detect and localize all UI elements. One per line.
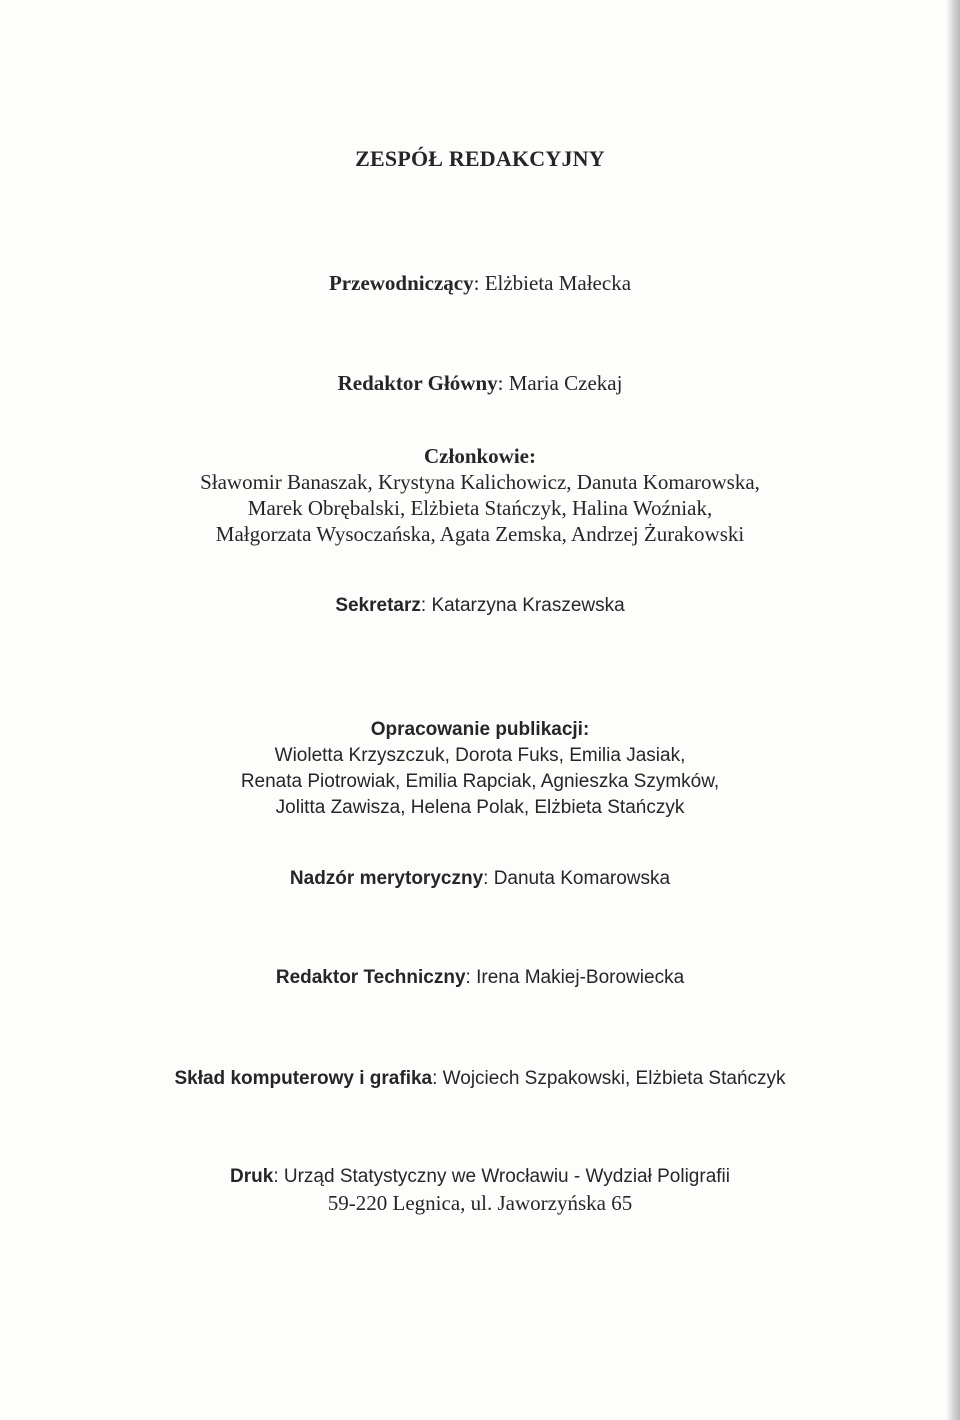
members-label: Członkowie xyxy=(424,444,529,468)
printing-row xyxy=(0,1164,960,1190)
editor-in-chief-name: Maria Czekaj xyxy=(508,371,623,395)
supervision-name: Danuta Komarowska xyxy=(493,868,671,889)
members-heading xyxy=(0,443,960,469)
colon: : xyxy=(483,868,494,889)
secretary-name: Katarzyna Kraszewska xyxy=(431,595,625,616)
preparation-label: Opracowanie publikacji xyxy=(370,719,583,740)
colon: : xyxy=(420,595,432,616)
typesetting-label: Skład komputerowy i grafika xyxy=(174,1068,433,1089)
printing-address: 59-220 Legnica, ul. Jaworzyńska 65 xyxy=(327,1191,633,1215)
technical-editor-label: Redaktor Techniczny xyxy=(275,967,466,988)
typesetting-row xyxy=(0,1066,960,1092)
preparation-heading xyxy=(0,717,960,743)
technical-editor-name: Irena Makiej-Borowiecka xyxy=(476,967,685,988)
members-line-2: Marek Obrębalski, Elżbieta Stańczyk, Halina Woźniak, xyxy=(247,496,713,520)
page-title: ZESPÓŁ REDAKCYJNY xyxy=(355,146,605,171)
preparation-line-3: Jolitta Zawisza, Helena Polak, Elżbieta Stańczyk xyxy=(275,797,685,818)
editor-in-chief-row xyxy=(0,370,960,396)
colon: : xyxy=(473,271,485,295)
colon: : xyxy=(529,444,536,468)
colon: : xyxy=(273,1166,284,1187)
secretary-row xyxy=(0,593,960,619)
colon: : xyxy=(582,719,590,740)
printing-label: Druk xyxy=(230,1166,274,1187)
scan-edge-shadow xyxy=(946,0,960,1420)
editor-in-chief-label: Redaktor Główny xyxy=(337,371,498,395)
colon: : xyxy=(497,371,509,395)
technical-editor-row xyxy=(0,965,960,991)
preparation-line-1: Wioletta Krzyszczuk, Dorota Fuks, Emilia Jasiak, xyxy=(274,745,686,766)
preparation-line-2: Renata Piotrowiak, Emilia Rapciak, Agnieszka Szymków, xyxy=(240,771,720,792)
chair-label: Przewodniczący xyxy=(328,271,474,295)
supervision-label: Nadzór merytoryczny xyxy=(289,868,484,889)
members-line-1: Sławomir Banaszak, Krystyna Kalichowicz, Danuta Komarowska, xyxy=(200,470,760,494)
colon: : xyxy=(432,1068,443,1089)
supervision-row xyxy=(0,866,960,892)
typesetting-names: Wojciech Szpakowski, Elżbieta Stańczyk xyxy=(442,1068,786,1089)
members-line-3: Małgorzata Wysoczańska, Agata Zemska, Andrzej Żurakowski xyxy=(215,522,745,546)
chair-name: Elżbieta Małecka xyxy=(484,271,632,295)
printing-house: Urząd Statystyczny we Wrocławiu - Wydział Poligrafii xyxy=(283,1166,730,1187)
chair-row xyxy=(0,270,960,296)
colon: : xyxy=(465,967,477,988)
secretary-label: Sekretarz xyxy=(335,595,421,616)
